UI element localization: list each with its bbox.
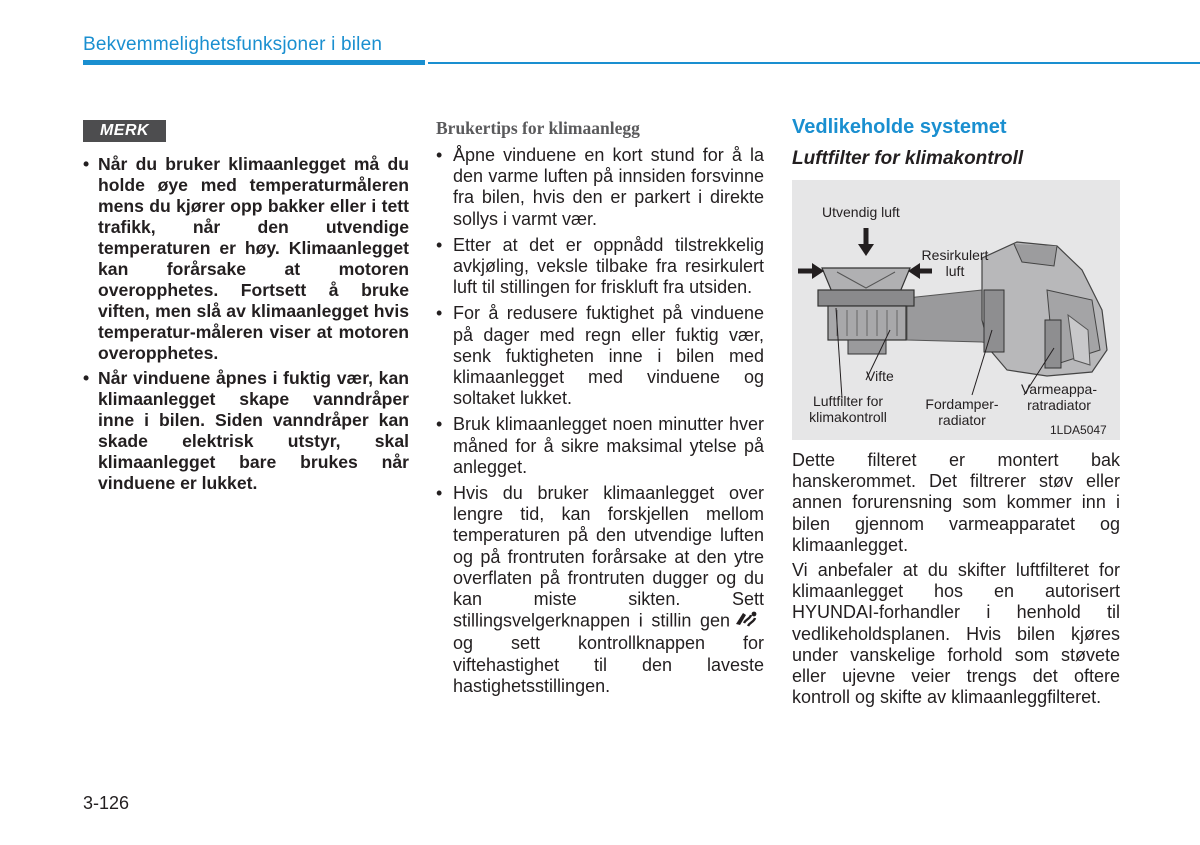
- merk-badge: MERK: [83, 120, 166, 142]
- label-recirculated-1: Resirkulert: [921, 247, 989, 263]
- label-evaporator-2: radiator: [938, 412, 986, 428]
- label-filter-2: klimakontroll: [809, 409, 887, 425]
- maintenance-paragraph-2: Vi anbefaler at du skifter luftfilteret for klimaanlegget hos en autorisert HYUNDAI-forhandler i henhold til vedlikeholdsplanen. Hvis bilen kjøres under vanskelige forhold som støvete eller ujevne veier trengs det oftere kontroll og skifte av klimaanleggfilteret.: [792, 560, 1120, 708]
- tips-list: [436, 145, 764, 697]
- merk-list: [83, 154, 409, 494]
- list-item: [83, 368, 409, 494]
- label-heater-2: ratradiator: [1027, 397, 1091, 413]
- tip-item-text: For å redusere fuktighet på vinduene på dager med regn eller fuktig vær, senk fuktigheten inne i bilen med klimaanlegget med vinduene og soltaket lukket.: [453, 303, 764, 409]
- list-item: [436, 145, 764, 230]
- list-item: [436, 235, 764, 299]
- page-number: 3-126: [83, 793, 130, 813]
- air-filter-diagram: [792, 180, 1120, 440]
- label-fan: Vifte: [866, 368, 894, 384]
- merk-item-text: Når du bruker klimaanlegget må du holde øye med temperaturmåleren mens du kjører opp bakker eller i tett trafikk, når den utvendige temperaturen er høy. Klimaanlegget kan forårsake at motoren overopphetes. Fortsett å bruke viften, men slå av klimaanlegget hvis temperatur-måleren viser at motoren overopphetes.: [98, 154, 409, 363]
- bullet-icon: •: [436, 414, 443, 435]
- label-evaporator-1: Fordamper-: [925, 396, 999, 412]
- list-item: [83, 154, 409, 364]
- maintenance-title: Vedlikeholde systemet: [792, 116, 1007, 138]
- tip-item-text: Etter at det er oppnådd tilstrekkelig avkjøling, veksle tilbake fra resirkulert luft til stillingen for friskluft fra utsiden.: [453, 234, 764, 298]
- bullet-icon: •: [83, 368, 90, 388]
- bullet-icon: •: [436, 234, 443, 255]
- label-outside-air: Utvendig luft: [822, 204, 900, 220]
- bullet-icon: •: [83, 154, 90, 174]
- section-header-title: Bekvemmelighetsfunksjoner i bilen: [83, 34, 383, 55]
- bullet-icon: •: [436, 483, 443, 504]
- bullet-icon: •: [436, 145, 443, 165]
- merk-note-column: [83, 120, 409, 498]
- label-heater-1: Varmeappa-: [1020, 381, 1097, 397]
- tips-title: Brukertips for klimaanlegg: [436, 118, 640, 138]
- label-recirculated-2: luft: [945, 263, 965, 279]
- tip-item-text: Hvis du bruker klimaanlegget over lengre tid, kan forskjellen mellom temperaturen på den utvendige luften og på frontruten forårsake at den ytre overflaten på frontruten dugger og du kan miste sikten. Sett stillingsvelgerknappen i stillin gen: [453, 483, 764, 631]
- merk-item-text: Når vinduene åpnes i fuktig vær, kan klimaanlegget skape vanndråper inne i bilen. Siden vanndråper kan skade elektrisk utstyr, skal klimaanlegget bare brukes når vinduene er lukket.: [98, 368, 409, 493]
- list-item: [436, 483, 764, 697]
- air-filter-subtitle: Luftfilter for klimakontroll: [792, 148, 1024, 169]
- label-filter-1: Luftfilter for: [812, 393, 884, 409]
- tip-item-text: og sett kontrollknappen for viftehastighet til den laveste hastighetsstillingen.: [453, 633, 764, 696]
- maintenance-paragraph-1: Dette filteret er montert bak hanskerommet. Det filtrerer støv eller annen forurensning som kommer inn i bilen gjennom varmeapparatet og klimaanlegget.: [792, 450, 1120, 555]
- tip-item-text: Bruk klimaanlegget noen minutter hver måned for å sikre maksimal ytelse på anlegget.: [453, 414, 764, 477]
- bullet-icon: •: [436, 303, 443, 324]
- maintenance-column: [792, 116, 1120, 708]
- list-item: [436, 303, 764, 409]
- figure-code: 1LDA5047: [1050, 423, 1107, 437]
- header-rule-thick: [83, 60, 425, 65]
- defrost-fan-icon: [734, 610, 760, 633]
- tips-column: [436, 118, 764, 702]
- header-rule-thin: [428, 62, 1200, 64]
- list-item: [436, 414, 764, 478]
- tip-item-text: Åpne vinduene en kort stund for å la den varme luften på innsiden forsvinne fra bilen, hvis den er parkert i direkte sollys i varmt vær.: [453, 145, 764, 229]
